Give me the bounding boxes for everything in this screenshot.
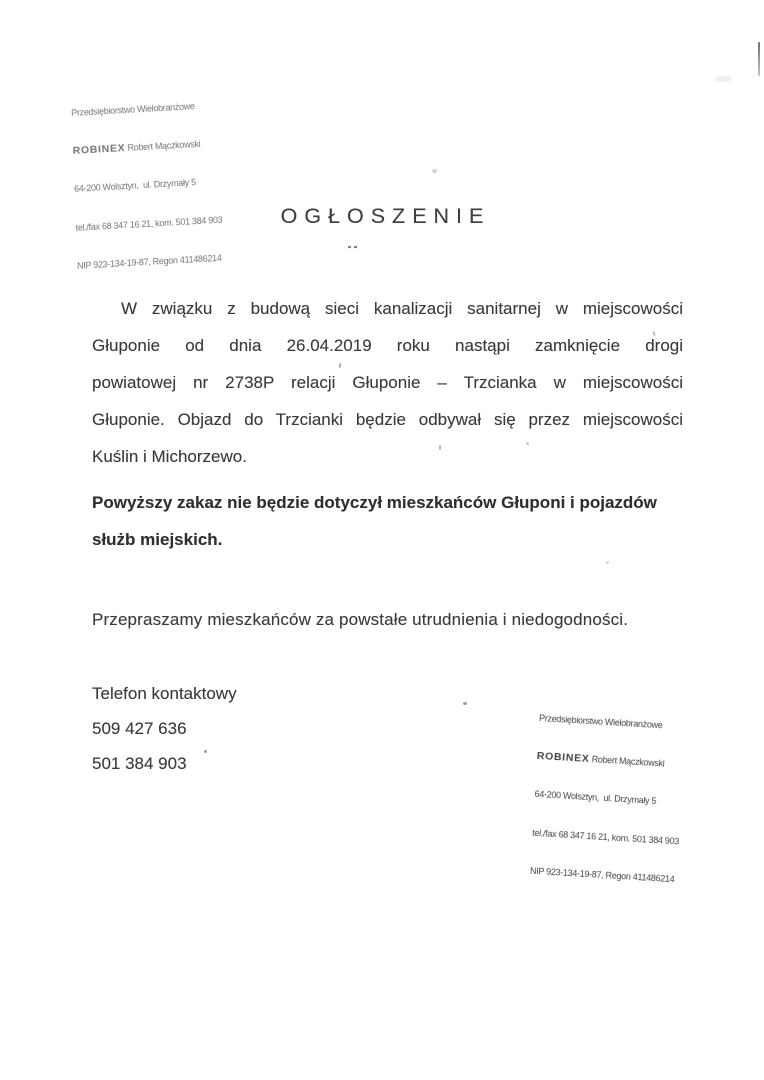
scan-mark-under-title (348, 235, 360, 253)
paragraph-line: Kuślin i Michorzewo. (92, 447, 247, 466)
paragraph-line: Powyższy zakaz nie będzie dotyczył mieszkańców Głuponi i pojazdów (92, 493, 657, 512)
contact-phone-2: 501 384 903 (92, 754, 187, 773)
paragraph-apology (92, 601, 722, 638)
stamp-company-type: Przedsiębiorstwo Wielobranżowe (71, 100, 195, 118)
stamp-company-name: ROBINEX (72, 142, 126, 157)
stamp-phone: tel./fax 68 347 16 21, kom. 501 384 903 (75, 214, 223, 233)
paragraph-line: służb miejskich. (92, 530, 223, 549)
stamp-owner-name: Robert Mączkowski (125, 138, 201, 153)
scan-speck (463, 702, 467, 705)
stamp-nip-regon: NIP 923-134-19-87, Regon 411486214 (529, 865, 675, 885)
scan-speck (526, 442, 529, 445)
stamp-company-type: Przedsiębiorstwo Wielobranżowe (538, 712, 663, 730)
scan-speck (606, 561, 609, 564)
stamp-phone: tel./fax 68 347 16 21, kom. 501 384 903 (531, 827, 680, 847)
scan-speck (439, 445, 441, 450)
stamp-address: 64-200 Wolsztyn, ul. Drzymały 5 (534, 789, 657, 807)
paragraph-line: Głuponie od dnia 26.04.2019 roku nastąpi zamknięcie drogi (92, 336, 683, 355)
stamp-owner-name: Robert Mączkowski (589, 753, 665, 769)
page-title: OGŁOSZENIE (280, 204, 491, 228)
stamp-company-name-line (72, 137, 219, 158)
stamp-address: 64-200 Wolsztyn, ul. Drzymały 5 (73, 177, 196, 195)
paragraph-line: W związku z budową sieci kanalizacji sanitarnej w miejscowości (121, 299, 683, 318)
scan-speck (432, 169, 437, 173)
stamp-company-name: ROBINEX (536, 749, 590, 765)
stamp-nip-regon: NIP 923-134-19-87, Regon 411486214 (76, 252, 222, 272)
contact-phone-1: 509 427 636 (92, 719, 187, 738)
contact-label: Telefon kontaktowy (92, 684, 237, 703)
company-stamp-bottom-right (528, 686, 688, 912)
scan-edge-artifact (758, 42, 760, 76)
company-stamp-top-left (70, 73, 225, 299)
contact-block (92, 676, 237, 781)
stamp-company-name-line (536, 750, 683, 771)
paragraph-exception-bold (92, 484, 697, 558)
paragraph-line: Głuponie. Objazd do Trzcianki będzie odbywał się przez miejscowości (92, 410, 683, 429)
paragraph-closure-notice (92, 290, 683, 475)
scan-smudge (714, 76, 732, 82)
paragraph-line: Przepraszamy mieszkańców za powstałe utrudnienia i niedogodności. (92, 610, 629, 629)
scan-speck (204, 750, 207, 753)
paragraph-line: powiatowej nr 2738P relacji Głuponie – Trzcianka w miejscowości (92, 373, 683, 392)
